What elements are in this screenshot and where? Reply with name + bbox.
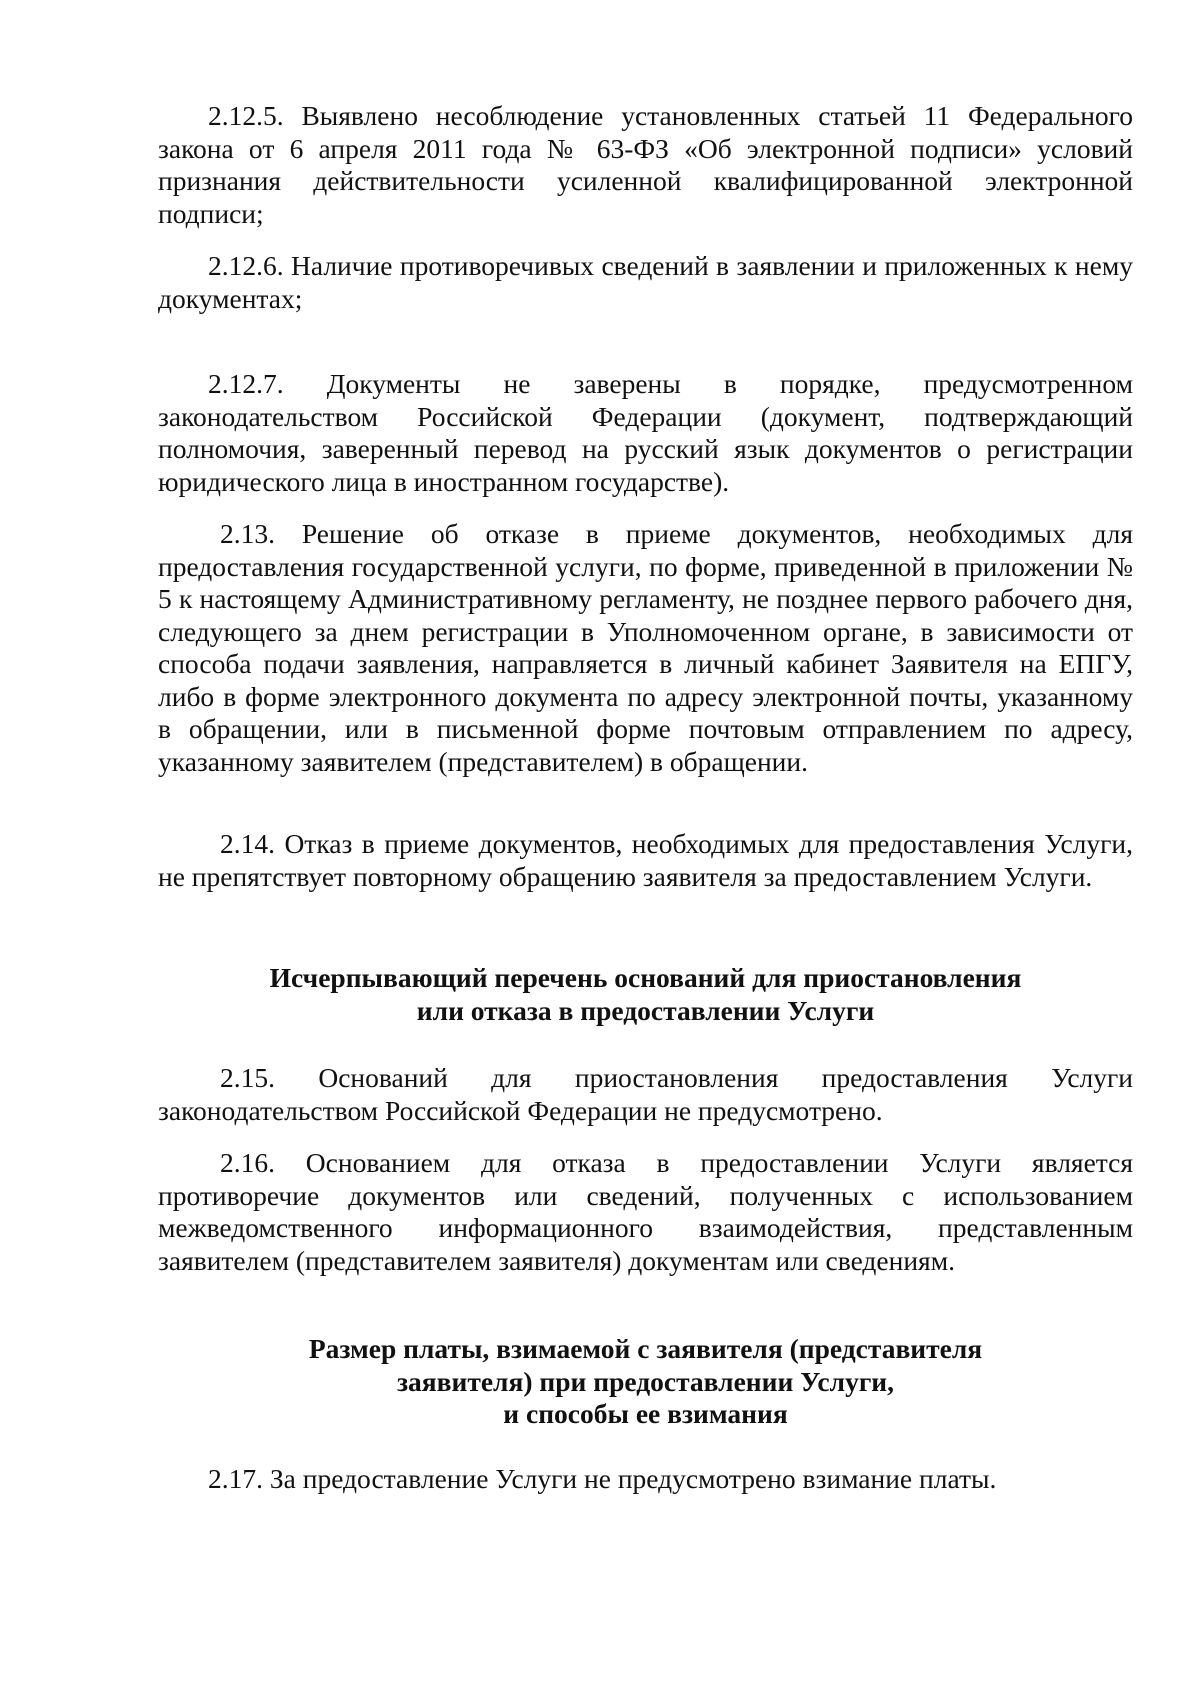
paragraph-2-14: 2.14. Отказ в приеме документов, необходимых для предоставления Услуги, не препятствует повторному обращению заявителя за предоставлением Услуги. <box>158 828 1133 892</box>
paragraph-2-15: 2.15. Оснований для приостановления предоставления Услуги законодательством Российской Федерации не предусмотрено. <box>158 1062 1133 1126</box>
paragraph-2-12-5: 2.12.5. Выявлено несоблюдение установленных статьей 11 Федерального закона от 6 апреля 2011 года № 63-ФЗ «Об электронной подписи» условий признания действительности усиленной квалифицированной электронной подписи; <box>158 100 1133 229</box>
section-heading-fee <box>158 1333 1133 1431</box>
heading-line: заявителя) при предоставлении Услуги, <box>396 1365 895 1397</box>
paragraph-2-17: 2.17. За предоставление Услуги не предусмотрено взимание платы. <box>208 1463 997 1494</box>
paragraph-2-13: 2.13. Решение об отказе в приеме документов, необходимых для предоставления государственной услуги, по форме, приведенной в приложении № 5 к настоящему Административному регламенту, не позднее первого рабочего дня, следующего за днем регистрации в Уполномоченном органе, в зависимости от способа подачи заявления, направляется в личный кабинет Заявителя на ЕПГУ, либо в форме электронного документа по адресу электронной почты, указанному в обращении, или в письменной форме почтовым отправлением по адресу, указанному заявителем (представителем) в обращении. <box>158 518 1133 777</box>
heading-line: Размер платы, взимаемой с заявителя (представителя <box>308 1333 983 1364</box>
paragraph-2-12-6: 2.12.6. Наличие противоречивых сведений в заявлении и приложенных к нему документах; <box>158 250 1133 314</box>
section-heading-suspension-refusal <box>158 962 1133 1027</box>
heading-line: или отказа в предоставлении Услуги <box>416 994 875 1026</box>
paragraph-2-16: 2.16. Основанием для отказа в предоставлении Услуги является противоречие документов или сведений, полученных с использованием межведомственного информационного взаимодействия, представленным заявителем (представителем заявителя) документам или сведениям. <box>158 1147 1133 1276</box>
heading-line: Исчерпывающий перечень оснований для приостановления <box>269 962 1022 993</box>
paragraph-2-12-7: 2.12.7. Документы не заверены в порядке, предусмотренном законодательством Российской Федерации (документ, подтверждающий полномочия, заверенный перевод на русский язык документов о регистрации юридического лица в иностранном государстве). <box>158 368 1133 497</box>
heading-line: и способы ее взимания <box>503 1398 788 1429</box>
